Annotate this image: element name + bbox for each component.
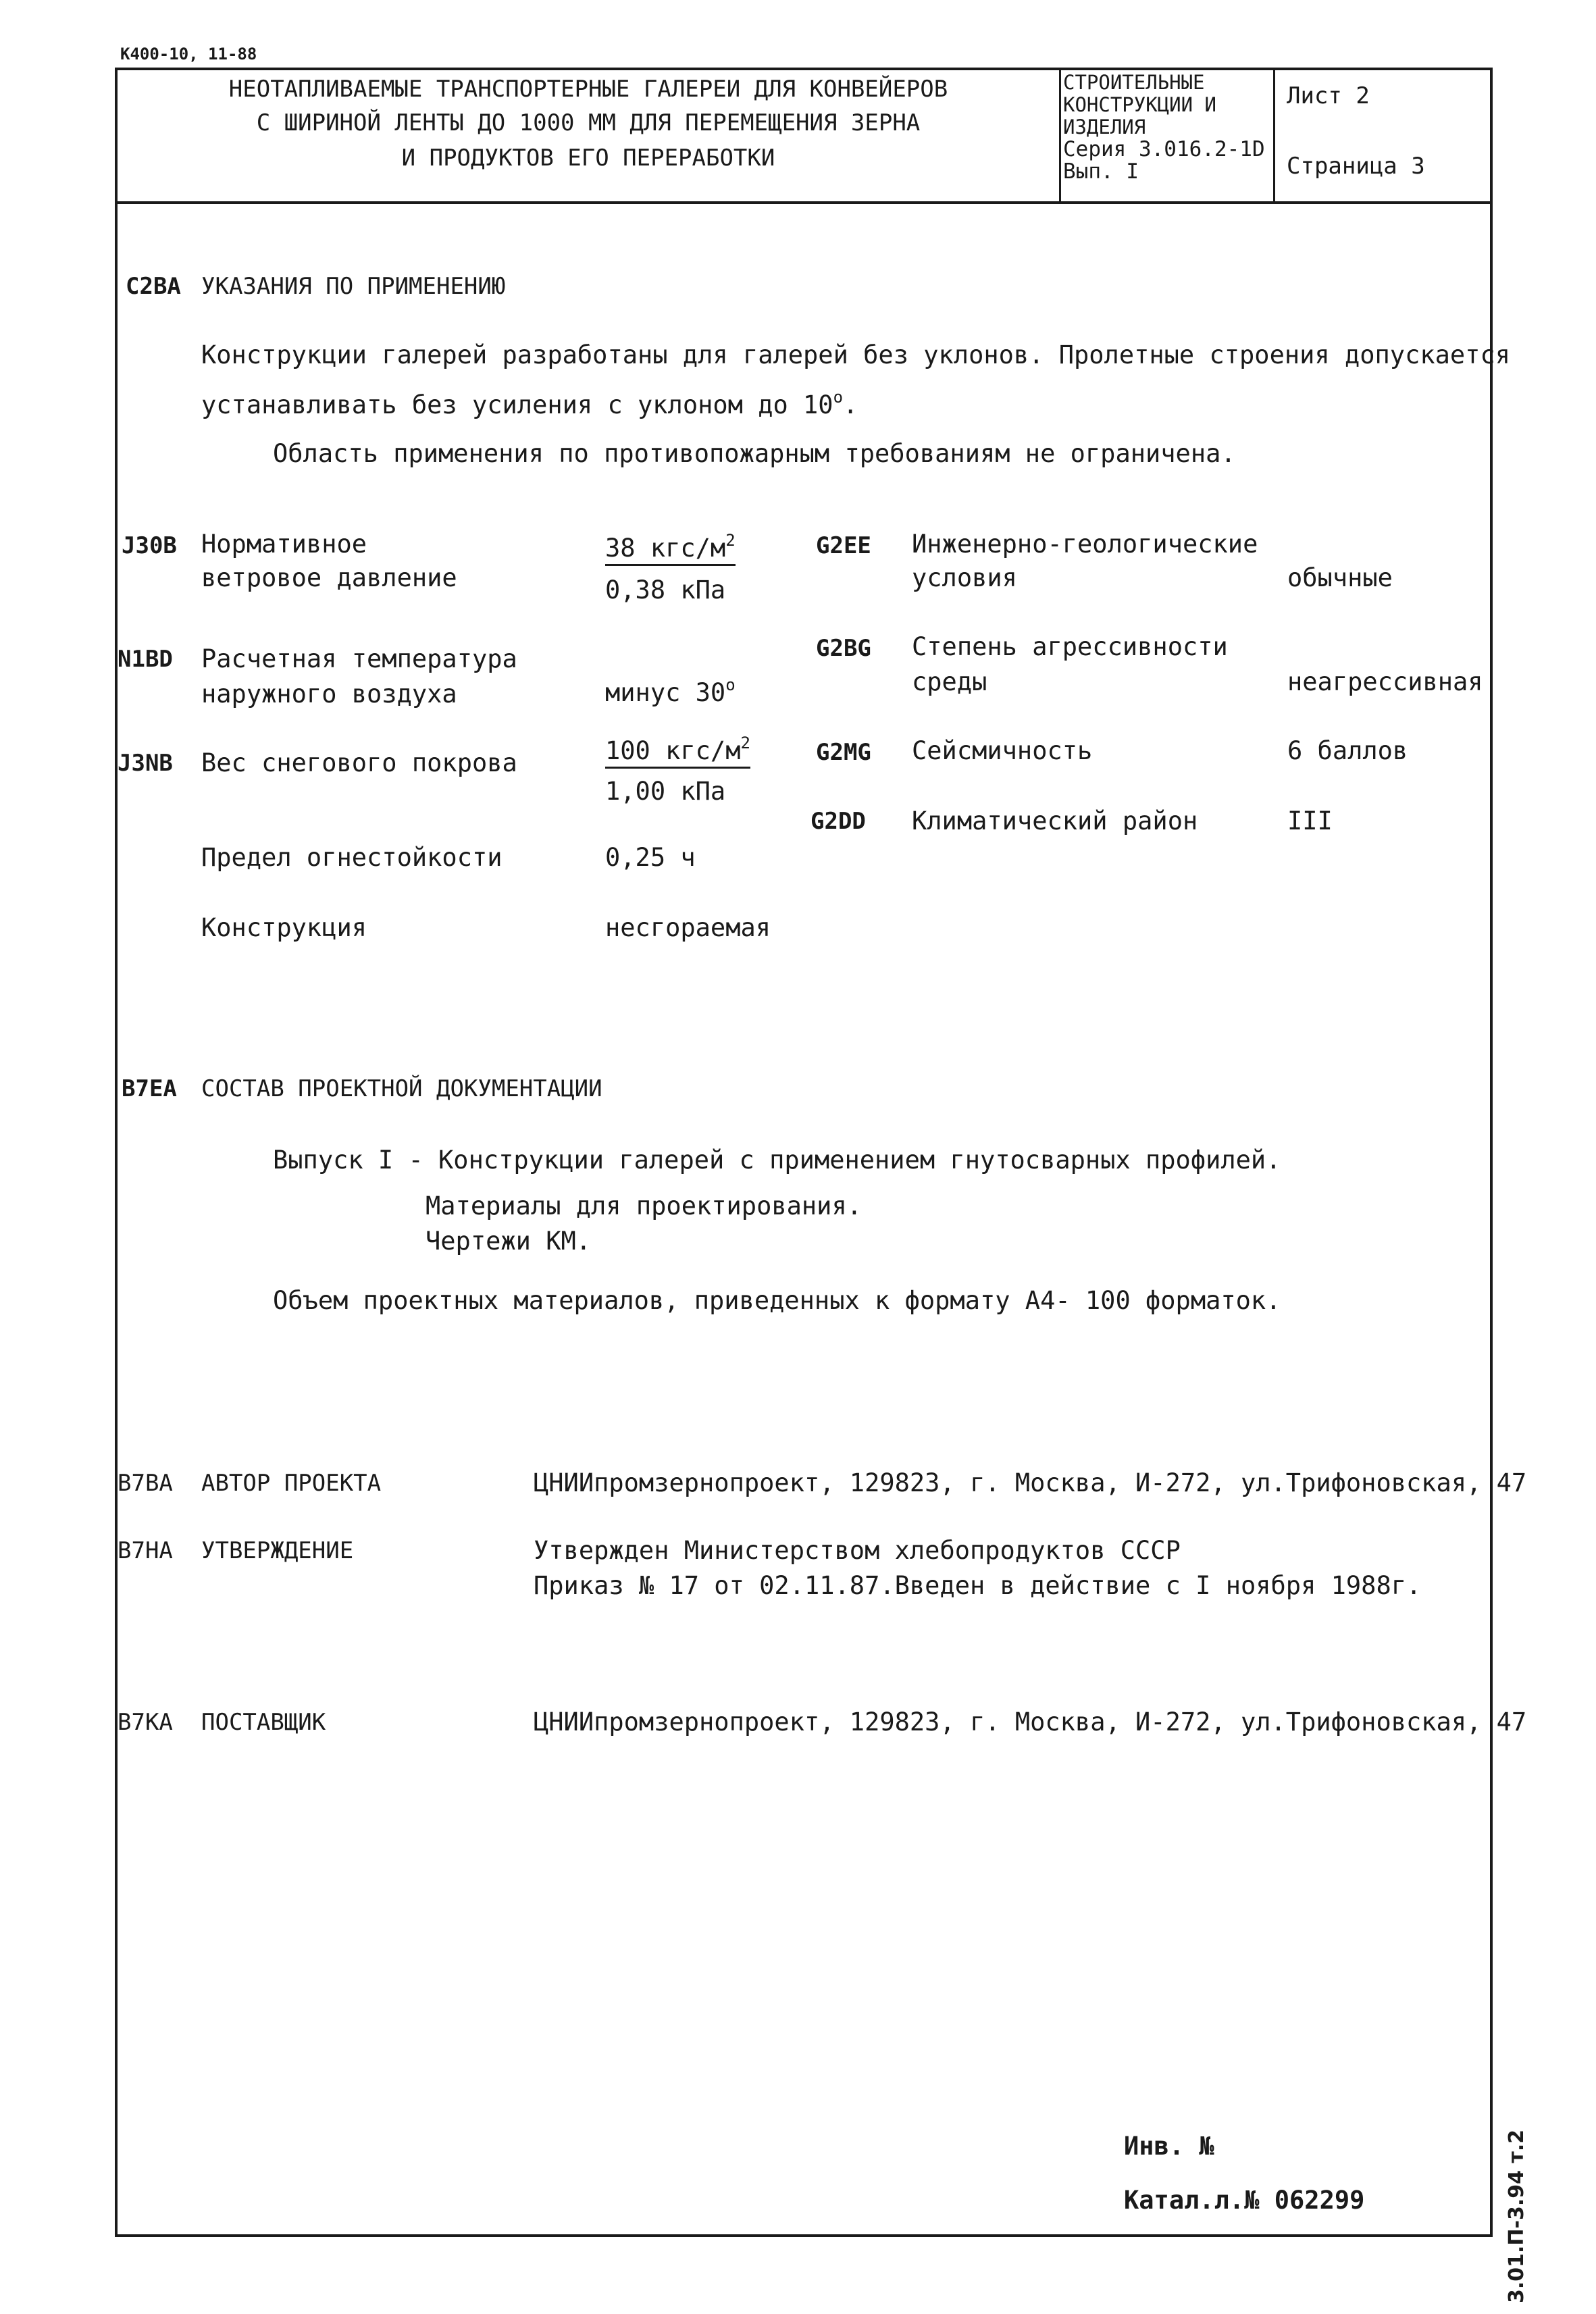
param-label: наружного воздуха <box>201 679 457 709</box>
param-value: неагрессивная <box>1287 667 1483 696</box>
param-label: Инженерно-геологические <box>912 530 1258 559</box>
exponent: 2 <box>740 734 750 752</box>
author-label: АВТОР ПРОЕКТА <box>201 1470 382 1497</box>
degree-mark: о <box>725 675 736 694</box>
usage-heading: УКАЗАНИЯ ПО ПРИМЕНЕНИЮ <box>201 273 506 300</box>
docs-sub-2: Чертежи КМ. <box>426 1227 592 1256</box>
param-value: обычные <box>1287 563 1393 592</box>
value-denominator: 0,38 кПа <box>605 575 726 605</box>
param-label: Нормативное <box>201 530 367 559</box>
document-code: К400-10, 11-88 <box>120 45 257 63</box>
param-label: Вес снегового покрова <box>201 748 517 777</box>
section-line-2: КОНСТРУКЦИИ И <box>1063 93 1216 116</box>
sheet-number: Лист 2 <box>1287 82 1370 109</box>
value-text: минус 30 <box>605 678 726 707</box>
param-code: J30B <box>122 532 177 559</box>
section-block <box>1063 72 1265 183</box>
param-label: среды <box>912 667 987 696</box>
side-code: 3.01.П-3.94 т.2 <box>1505 2129 1528 2303</box>
approval-code: B7HA <box>118 1537 173 1564</box>
author-value: ЦНИИпромзернопроект, 129823, г. Москва, И-272, ул.Трифоновская, 47 <box>534 1468 1527 1497</box>
page-number: Страница 3 <box>1287 153 1425 180</box>
param-label: условия <box>912 563 1017 592</box>
inventory-number: Инв. № <box>1124 2132 1214 2161</box>
supplier-code: B7KA <box>118 1709 173 1736</box>
section-line-3: ИЗДЕЛИЯ <box>1063 115 1146 138</box>
param-label: Климатический район <box>912 806 1198 835</box>
issue-number: Вып. I <box>1063 159 1139 184</box>
usage-para-2: Область применения по противопожарным требованиям не ограничена. <box>273 439 1236 468</box>
usage-para-1-end: . <box>843 390 858 419</box>
approval-line-1: Утвержден Министерством хлебопродуктов СССР <box>534 1536 1181 1565</box>
usage-para-1-line-1: Конструкции галерей разработаны для галерей без уклонов. Пролетные строения допускается <box>201 340 1511 369</box>
value-numerator: 38 кгс/м <box>605 534 726 563</box>
param-value: 6 баллов <box>1287 736 1408 765</box>
param-code: G2BG <box>816 635 871 662</box>
snow-value <box>605 736 750 769</box>
section-line-1: СТРОИТЕЛЬНЫЕ <box>1063 71 1205 94</box>
exponent: 2 <box>725 531 736 550</box>
supplier-value: ЦНИИпромзернопроект, 129823, г. Москва, И-272, ул.Трифоновская, 47 <box>534 1707 1527 1737</box>
approval-line-2: Приказ № 17 от 02.11.87.Введен в действие с I ноября 1988г. <box>534 1571 1422 1600</box>
param-code: G2DD <box>810 808 866 835</box>
degree-mark: о <box>833 388 844 407</box>
title-line-1: НЕОТАПЛИВАЕМЫЕ ТРАНСПОРТЕРНЫЕ ГАЛЕРЕИ ДЛЯ КОНВЕЙЕРОВ <box>228 76 948 103</box>
docs-code: B7EA <box>122 1075 177 1102</box>
title-line-3: И ПРОДУКТОВ ЕГО ПЕРЕРАБОТКИ <box>401 145 775 172</box>
param-value: 0,25 ч <box>605 843 696 872</box>
usage-para-1-text: устанавливать без усиления с уклоном до 10 <box>201 390 833 419</box>
series-number: Серия 3.016.2-1D <box>1063 137 1265 161</box>
param-code: J3NB <box>118 750 173 777</box>
value-denominator: 1,00 кПа <box>605 777 726 806</box>
catalog-number: Катал.л.№ 062299 <box>1124 2186 1365 2215</box>
title-line-2: С ШИРИНОЙ ЛЕНТЫ ДО 1000 ММ ДЛЯ ПЕРЕМЕЩЕНИЯ ЗЕРНА <box>256 109 921 136</box>
param-label: ветровое давление <box>201 563 457 592</box>
param-label: Сейсмичность <box>912 736 1093 765</box>
param-value: III <box>1287 806 1333 835</box>
param-label: Конструкция <box>201 913 367 942</box>
param-label: Предел огнестойкости <box>201 843 503 872</box>
temperature-value <box>605 675 736 707</box>
supplier-label: ПОСТАВЩИК <box>201 1709 326 1736</box>
param-label: Расчетная температура <box>201 644 517 673</box>
wind-value <box>605 531 736 566</box>
param-code: G2EE <box>816 532 871 559</box>
docs-volume: Объем проектных материалов, приведенных к формату А4- 100 форматок. <box>273 1286 1281 1315</box>
author-code: B7BA <box>118 1470 173 1497</box>
param-code: G2MG <box>816 739 871 766</box>
param-code: N1BD <box>118 646 173 673</box>
value-numerator: 100 кгс/м <box>605 736 741 765</box>
param-value: несгораемая <box>605 913 771 942</box>
docs-sub-1: Материалы для проектирования. <box>426 1191 863 1220</box>
docs-issue-line: Выпуск I - Конструкции галерей с применением гнутосварных профилей. <box>273 1146 1281 1175</box>
param-label: Степень агрессивности <box>912 632 1228 661</box>
usage-code: C2BA <box>126 273 181 300</box>
approval-label: УТВЕРЖДЕНИЕ <box>201 1537 354 1564</box>
docs-heading: СОСТАВ ПРОЕКТНОЙ ДОКУМЕНТАЦИИ <box>201 1075 602 1102</box>
usage-para-1-line-2 <box>201 390 858 419</box>
